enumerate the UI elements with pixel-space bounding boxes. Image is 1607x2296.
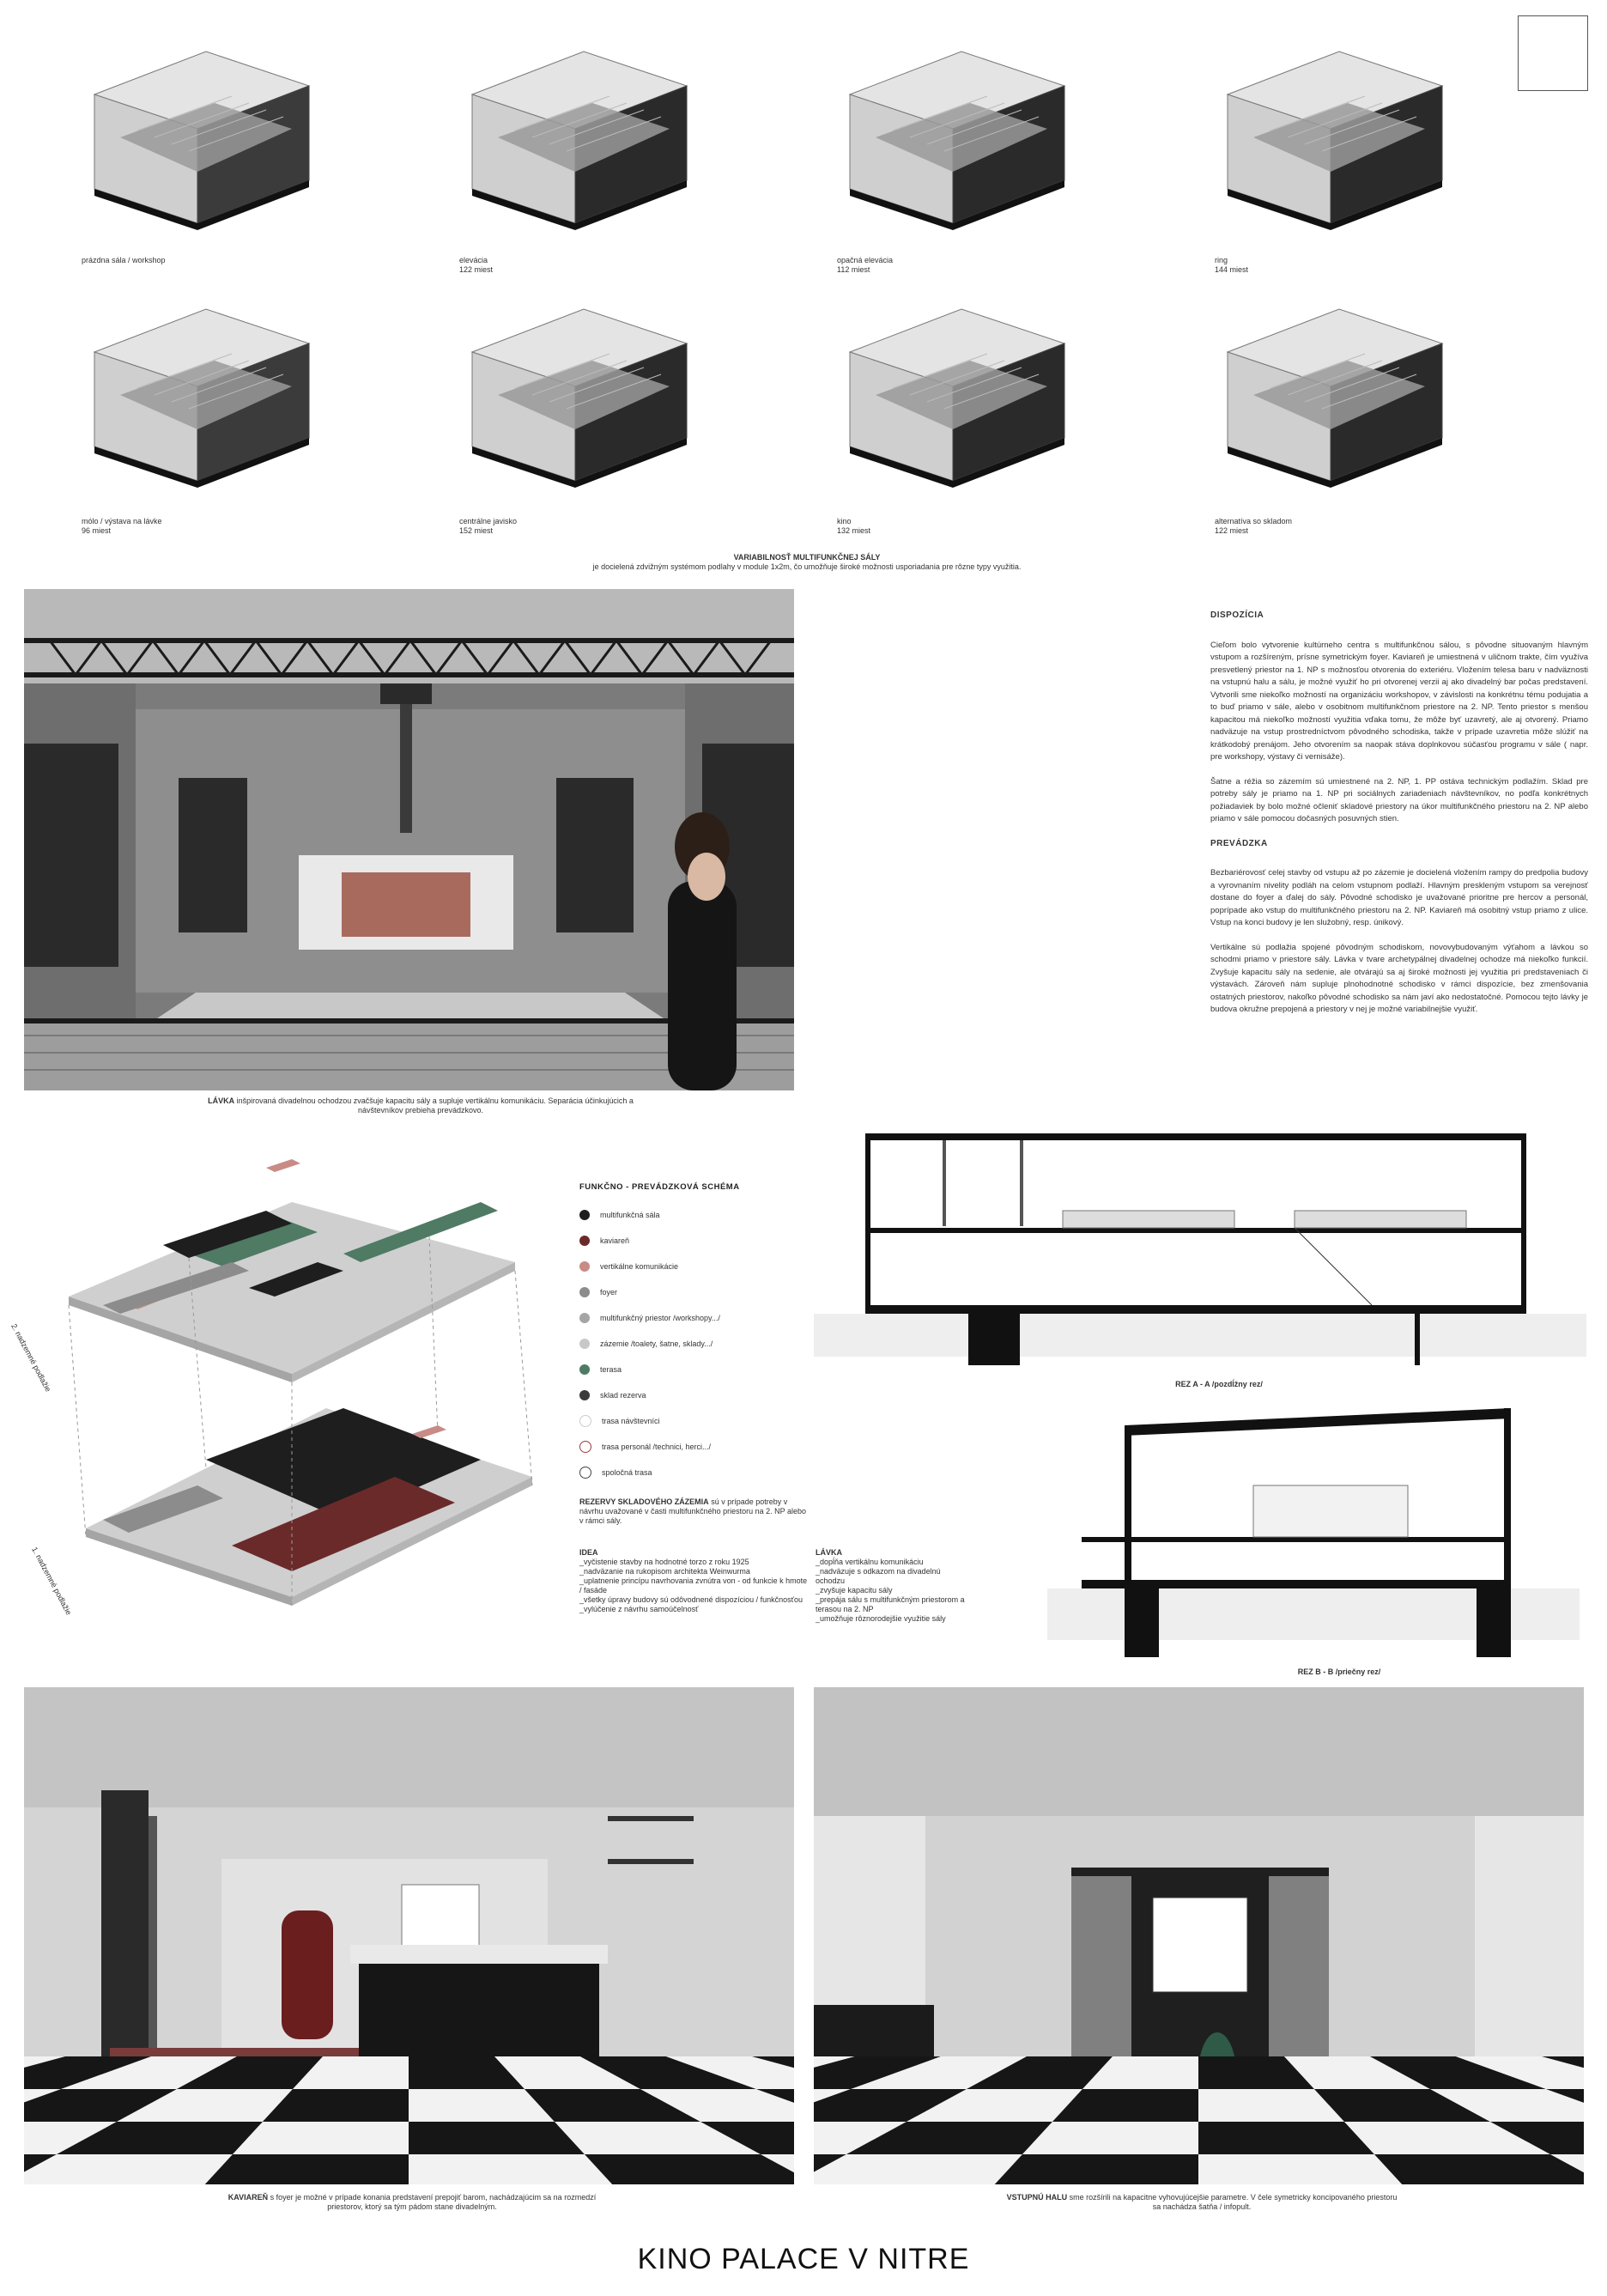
dispozicia-paragraph-1: Cieľom bolo vytvorenie kultúrneho centra s multifunkčnou sálou, s pôvodne situovaným hlavným vstupom a rozšíreným, prísne symetrickým foyer. Kaviareň je umiestnená v uličnom trakte, čím využíva presvetlený priestor na 1. NP s možnosťou otvorenia do exteriéru. Vložením telesa baru v nadväznosti na vstupnú halu a sálu, je možné využiť ho pri otvorenej verzii aj ako divadelný bar počas predstavení. Vytvorili sme niekoľko možností na organizáciu workshopov, v závislosti na konkrétnu tému podujatia a to buď priamo v sále, alebo v osobitnom multifunkčnom priestore na 2. NP. Tento priestor s menšou kapacitou má niekoľko možností využitia vďaka tomu, že môže byť uzavretý, ale aj otvorený. Priamo nadväzuje na vstup prostredníctvom pôvodného schodiska, takže v prípade uzavretia môže slúžiť na krátkodobý prenájom. Jeho otvorením sa naopak stáva doplnkovou súčasťou programu v sále ( napr. pre workshopy, výstavy či vernisáže).	[1210, 640, 1588, 762]
legend-label: vertikálne komunikácie	[600, 1262, 679, 1271]
variant-name: centrálne javisko	[459, 517, 518, 525]
legend-item	[579, 1357, 803, 1382]
legend-label: spoločná trasa	[602, 1468, 652, 1477]
legend-list	[579, 1202, 803, 1485]
idea-line: _vylúčenie z návrhu samoúčelnosť	[579, 1605, 699, 1613]
variant-caption-7	[837, 517, 870, 536]
legend-label: multifunkčná sála	[600, 1211, 660, 1219]
idea-line: _všetky úpravy budovy sú odôvodnené dispozíciou / funkčnosťou	[579, 1595, 804, 1604]
legend-swatch	[579, 1287, 590, 1297]
lavka-caption	[197, 1096, 644, 1115]
variant-seats: 122 miest	[459, 265, 494, 274]
variant-caption-1	[82, 256, 166, 265]
variant-name: elevácia	[459, 256, 488, 264]
legend-item	[579, 1254, 803, 1279]
legend	[579, 1182, 803, 1485]
variability-subtitle: je docielená zdvižným systémom podlahy v module 1x2m, čo umožňuje široké možnosti usporiadania pre rôzne typy využitia.	[592, 562, 1022, 571]
variant-axo-3	[824, 34, 1082, 240]
legend-swatch	[579, 1313, 590, 1323]
idea-line: _vyčistenie stavby na hodnotné torzo z roku 1925	[579, 1558, 749, 1566]
kaviaren-caption	[223, 2193, 601, 2212]
variant-name: ring	[1215, 256, 1228, 264]
legend-swatch	[579, 1364, 590, 1375]
idea-line: _uplatnenie princípu navrhovania zvnútra von - od funkcie k hmote / fasáde	[579, 1576, 808, 1594]
variant-name: alternatíva so skladom	[1215, 517, 1293, 525]
legend-swatch	[579, 1467, 591, 1479]
variant-axo-2	[446, 34, 704, 240]
legend-swatch	[579, 1390, 590, 1400]
variant-name: kino	[837, 517, 852, 525]
variant-seats: 132 miest	[837, 526, 871, 535]
kaviaren-caption-text: s foyer je možné v prípade konania predstavení prepojiť barom, nachádzajúcim sa na rozmedzí priestorov, ktorý sa tým pádom stane divadelným.	[268, 2193, 597, 2211]
lavka-list	[816, 1548, 970, 1624]
exploded-floor-schema	[34, 1151, 549, 1666]
legend-item	[579, 1382, 803, 1408]
floor-label-lower: 1. nadzemné podlažie	[30, 1546, 74, 1617]
variant-caption-4	[1215, 256, 1248, 275]
variant-seats: 122 miest	[1215, 526, 1249, 535]
legend-item	[579, 1331, 803, 1357]
variant-caption-6	[459, 517, 517, 536]
lavka-render	[24, 589, 794, 1090]
legend-swatch	[579, 1261, 590, 1272]
legend-label: zázemie /toalety, šatne, sklady.../	[600, 1339, 713, 1348]
legend-label: terasa	[600, 1365, 622, 1374]
legend-swatch	[579, 1441, 591, 1453]
lavka-list-line: _dopĺňa vertikálnu komunikáciu	[816, 1558, 924, 1566]
variant-name: mólo / výstava na lávke	[82, 517, 162, 525]
legend-label: kaviareň	[600, 1236, 630, 1245]
idea-lines	[579, 1558, 811, 1614]
variant-axo-6	[446, 292, 704, 498]
variant-seats: 144 miest	[1215, 265, 1249, 274]
variant-axo-4	[1202, 34, 1459, 240]
legend-label: multifunkčný priestor /workshopy.../	[600, 1314, 720, 1322]
vstupna-hala-render	[814, 1687, 1584, 2184]
hala-caption	[1004, 2193, 1399, 2212]
legend-swatch	[579, 1210, 590, 1220]
lavka-list-line: _umožňuje rôznorodejšie využitie sály	[816, 1614, 946, 1623]
idea-title: IDEA	[579, 1548, 598, 1557]
legend-item	[579, 1202, 803, 1228]
prevadzka-paragraph-2: Vertikálne sú podlažia spojené pôvodným schodiskom, novovybudovaným výťahom a lávkou so schodmi priamo v priestore sály. Lávka v tvare archetypálnej divadelnej ochodze má niekoľko funkcií. Zvyšuje kapacitu sály na sedenie, ale otvárajú sa aj široké možnosti jej využitia pri predstaveniach či výstavách. Zároveň nám supluje plnohodnotné schodisko v rámci dispozície, bez zmenšovania ostatných priestorov, nakoľko pôvodné schodisko sa nám javí ako nedostatočné. Pomocou tejto lávky je budova okružne prepojená a priestory v nej je možné variabilnejšie využiť.	[1210, 942, 1588, 1014]
variability-title: VARIABILNOSŤ MULTIFUNKČNEJ SÁLY	[733, 553, 881, 562]
legend-swatch	[579, 1339, 590, 1349]
legend-label: trasa návštevníci	[602, 1417, 660, 1425]
variant-seats: 112 miest	[837, 265, 870, 274]
rezervy-text: sú v prípade potreby v návrhu uvažované v časti multifunkčného priestoru na 2. NP alebo v rámci sály.	[579, 1497, 806, 1525]
legend-swatch	[579, 1415, 591, 1427]
dispozicia-text	[1210, 610, 1588, 1017]
legend-item	[579, 1305, 803, 1331]
corner-frame	[1518, 15, 1588, 91]
section-bb	[1047, 1400, 1580, 1657]
legend-item	[579, 1228, 803, 1254]
section-aa	[814, 1116, 1586, 1374]
variant-seats: 152 miest	[459, 526, 494, 535]
variant-seats: 96 miest	[82, 526, 112, 535]
section-aa-label: REZ A - A /pozdĺžny rez/	[1175, 1380, 1263, 1388]
variant-axo-8	[1202, 292, 1459, 498]
legend-item	[579, 1408, 803, 1434]
lavka-list-line: _nadväzuje s odkazom na divadelnú ochodzu	[816, 1567, 941, 1585]
rezervy-note	[579, 1497, 811, 1526]
idea-block	[579, 1548, 811, 1614]
lavka-list-line: _prepája sálu s multifunkčným priestorom a terasou na 2. NP	[816, 1595, 965, 1613]
lavka-caption-bold: LÁVKA	[208, 1096, 235, 1105]
legend-item	[579, 1460, 803, 1485]
variability-caption	[481, 553, 1133, 572]
prevadzka-paragraph-1: Bezbariérovosť celej stavby od vstupu až po zázemie je docielená vložením rampy do predpolia budovy a vyrovnaním nivelity podláh na celom vstupnom podlaží. Hlavným preskleným vstupom sa verejnosť dostane do foyer a ďalej do sály. Pôvodné schodisko je uvažované prioritne pre hercov a personál, poprípade ako vstup do multifunkčného priestoru na 2. NP. Kaviareň má osobitný vstup priamo z ulice. Vstup na konci budovy je len služobný, resp. únikový.	[1210, 868, 1588, 927]
legend-title: FUNKČNO - PREVÁDZKOVÁ SCHÉMA	[579, 1182, 740, 1192]
hala-caption-text: sme rozšírili na kapacitne vyhovujúcejšie parametre. V čele symetricky koncipovaného priestoru sa nachádza šatňa / infopult.	[1067, 2193, 1398, 2211]
variant-name: opačná elevácia	[837, 256, 894, 264]
variant-caption-2	[459, 256, 493, 275]
variant-axo-5	[69, 292, 326, 498]
variant-caption-5	[82, 517, 162, 536]
variant-caption-8	[1215, 517, 1292, 536]
section-bb-label: REZ B - B /priečny rez/	[1297, 1667, 1381, 1676]
page-title: KINO PALACE V NITRE	[637, 2243, 970, 2275]
legend-label: sklad rezerva	[600, 1391, 646, 1400]
rezervy-bold: REZERVY SKLADOVÉHO ZÁZEMIA	[579, 1497, 709, 1506]
variant-axo-7	[824, 292, 1082, 498]
idea-line: _nadväzanie na rukopisom architekta Weinwurma	[579, 1567, 750, 1576]
lavka-caption-text: inšpirovaná divadelnou ochodzou zvačšuje kapacitu sály a supluje vertikálnu komunikáciu. Separácia účinkujúcich a návštevníkov prebieha prevádzkovo.	[234, 1096, 634, 1115]
legend-label: foyer	[600, 1288, 618, 1297]
lavka-list-line: _zvyšuje kapacitu sály	[816, 1586, 893, 1594]
legend-swatch	[579, 1236, 590, 1246]
variant-caption-3	[837, 256, 893, 275]
hala-caption-bold: VSTUPNÚ HALU	[1006, 2193, 1068, 2202]
legend-label: trasa personál /technici, herci.../	[602, 1443, 712, 1451]
floor-label-upper: 2. nadzemné podlažie	[9, 1322, 53, 1394]
dispozicia-paragraph-2: Šatne a réžia so zázemím sú umiestnené na 2. NP, 1. PP ostáva technickým podlažím. Sklad pre potreby sály je priamo na 1. NP pri sociálnych zariadeniach návštevníkov, no podľa konkrétnych požiadaviek by bolo možné očleniť skladové priestory na úkor multifunkčného priestoru na 2. NP alebo priamo v sále pomocou dočasných posuvných stien.	[1210, 776, 1588, 823]
variant-axo-1	[69, 34, 326, 240]
lavka-list-title: LÁVKA	[816, 1548, 842, 1557]
variant-name: prázdna sála / workshop	[82, 256, 166, 264]
kaviaren-render	[24, 1687, 794, 2184]
lavka-lines	[816, 1558, 970, 1624]
kaviaren-caption-bold: KAVIAREŇ	[227, 2193, 269, 2202]
prevadzka-title: PREVÁDZKA	[1210, 838, 1268, 848]
dispozicia-title: DISPOZÍCIA	[1210, 610, 1264, 620]
legend-item	[579, 1434, 803, 1460]
legend-item	[579, 1279, 803, 1305]
